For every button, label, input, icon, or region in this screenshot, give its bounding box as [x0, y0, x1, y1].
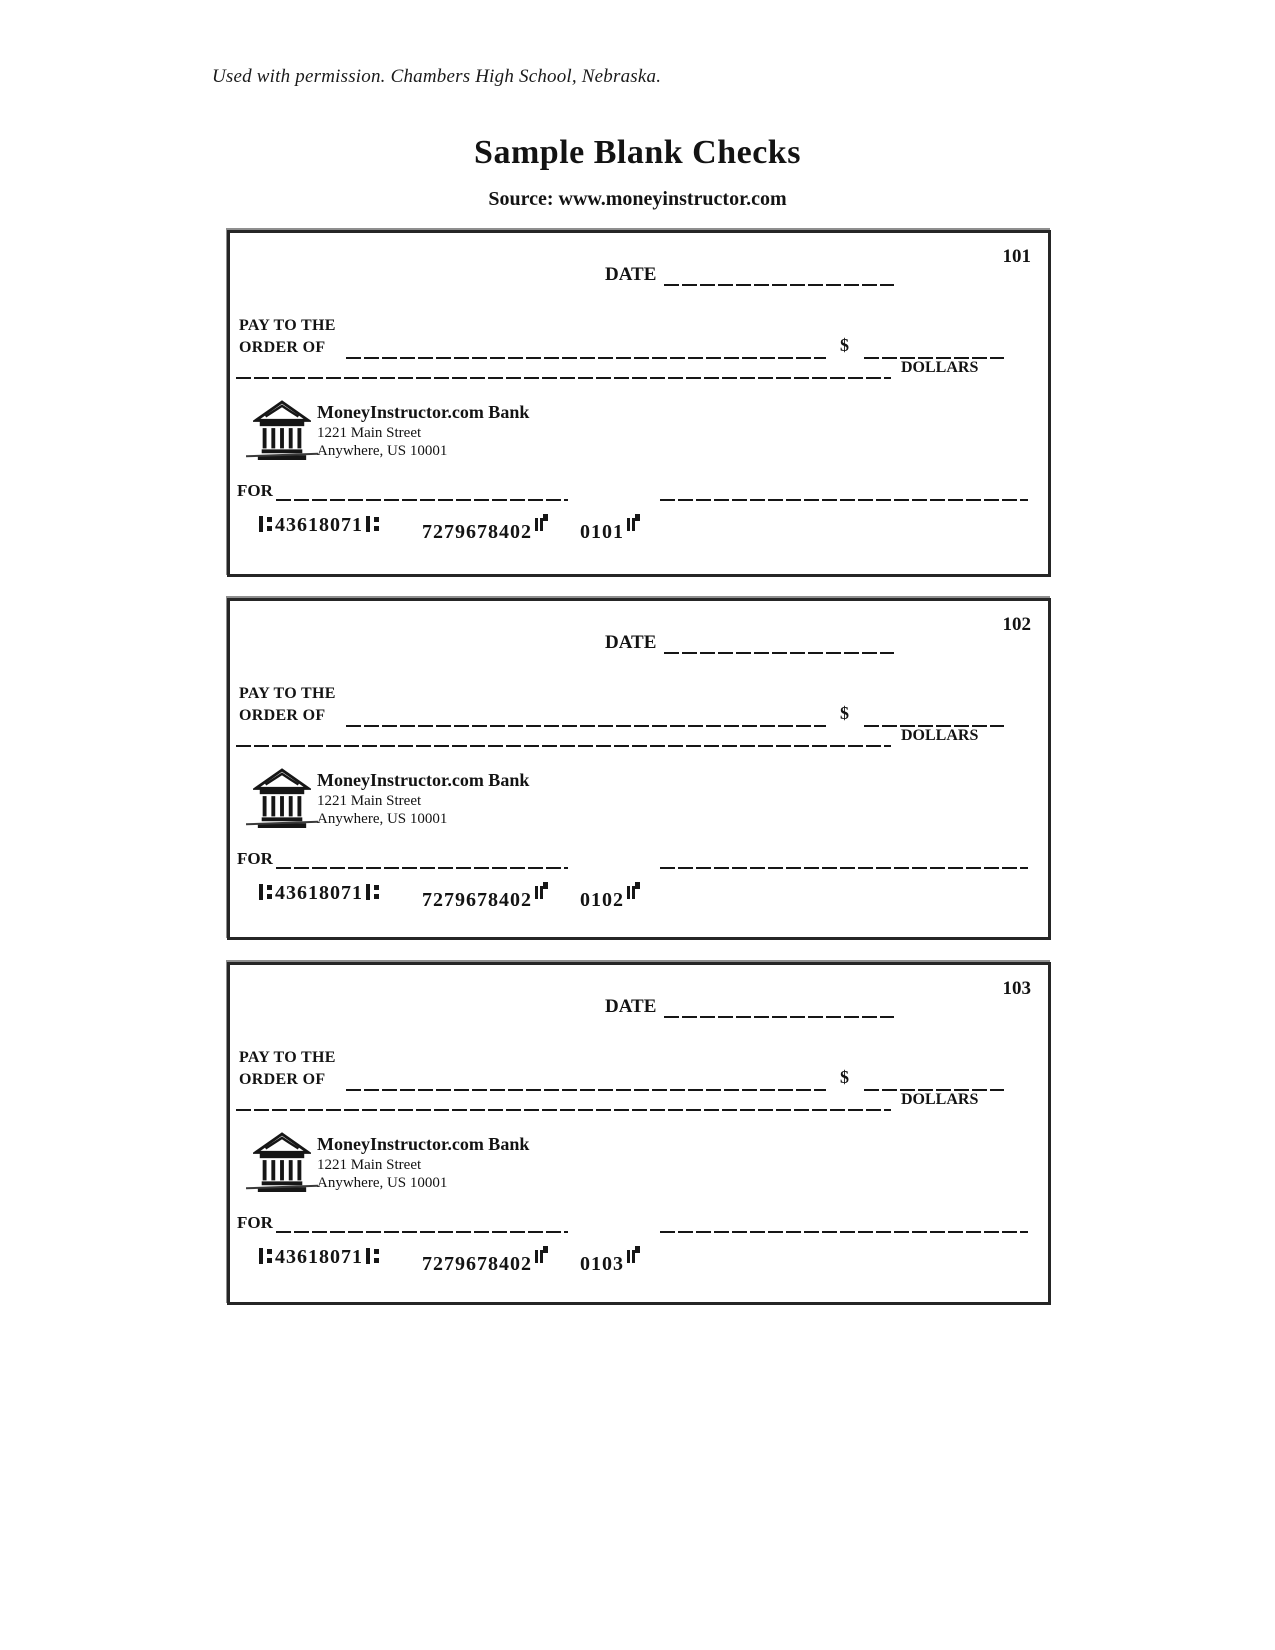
dollar-sign: $ — [840, 1067, 849, 1087]
memo-line — [276, 847, 568, 869]
bank-name: MoneyInstructor.com Bank — [317, 770, 530, 790]
order-of-label: ORDER OF — [239, 339, 326, 356]
date-label: DATE — [605, 264, 657, 285]
dollars-label: DOLLARS — [901, 1091, 979, 1108]
micr-serial-number: 0103 — [580, 1253, 624, 1275]
micr-routing-group — [256, 1246, 382, 1269]
dollar-sign: $ — [840, 335, 849, 355]
pay-to-the-label: PAY TO THE — [239, 685, 336, 702]
dollars-label: DOLLARS — [901, 359, 979, 376]
amount-line — [864, 337, 1004, 359]
micr-line — [230, 1246, 1048, 1275]
memo-line — [276, 479, 568, 501]
micr-routing-number: 43618071 — [275, 1246, 363, 1268]
date-line — [664, 996, 894, 1018]
bank-address-line1: 1221 Main Street — [317, 425, 422, 441]
micr-transit-icon — [259, 884, 272, 900]
date-label: DATE — [605, 996, 657, 1017]
pay-to-the-label: PAY TO THE — [239, 317, 336, 334]
bank-name: MoneyInstructor.com Bank — [317, 1134, 530, 1154]
date-label: DATE — [605, 632, 657, 653]
signature-line — [660, 847, 1028, 869]
date-line — [664, 632, 894, 654]
micr-account-number: 7279678402 — [422, 1253, 532, 1275]
check-101 — [227, 230, 1051, 577]
payee-line — [346, 1069, 826, 1091]
bank-name: MoneyInstructor.com Bank — [317, 402, 530, 422]
micr-transit-icon — [366, 884, 379, 900]
micr-routing-number: 43618071 — [275, 882, 363, 904]
amount-line — [864, 705, 1004, 727]
bank-address-line2: Anywhere, US 10001 — [317, 1175, 448, 1191]
amount-words-line — [236, 1089, 891, 1111]
check-102 — [227, 598, 1051, 940]
signature-line — [660, 479, 1028, 501]
amount-line — [864, 1069, 1004, 1091]
amount-words-line — [236, 725, 891, 747]
for-label: FOR — [237, 849, 273, 868]
micr-serial-group — [580, 514, 640, 544]
dollars-label: DOLLARS — [901, 727, 979, 744]
micr-onus-icon — [535, 1246, 548, 1263]
order-of-label: ORDER OF — [239, 707, 326, 724]
source-line: Source: www.moneyinstructor.com — [488, 188, 787, 210]
order-of-label: ORDER OF — [239, 1071, 326, 1088]
micr-serial-group — [580, 1246, 640, 1276]
dollar-sign: $ — [840, 703, 849, 723]
payee-line — [346, 705, 826, 727]
pay-to-the-label: PAY TO THE — [239, 1049, 336, 1066]
check-number: 103 — [1002, 978, 1031, 999]
bank-address-line2: Anywhere, US 10001 — [317, 443, 448, 459]
micr-onus-icon — [535, 514, 548, 531]
attribution-note: Used with permission. Chambers High School, Nebraska. — [212, 66, 662, 87]
micr-routing-group — [256, 882, 382, 905]
signature-line — [660, 1211, 1028, 1233]
micr-transit-icon — [366, 516, 379, 532]
micr-account-group — [422, 514, 548, 544]
for-label: FOR — [237, 1213, 273, 1232]
micr-routing-group — [256, 514, 382, 537]
for-label: FOR — [237, 481, 273, 500]
micr-account-group — [422, 882, 548, 912]
bank-address-line2: Anywhere, US 10001 — [317, 811, 448, 827]
micr-onus-icon — [535, 882, 548, 899]
micr-onus-icon — [627, 1246, 640, 1263]
amount-words-line — [236, 357, 891, 379]
micr-routing-number: 43618071 — [275, 514, 363, 536]
micr-serial-number: 0101 — [580, 521, 624, 543]
payee-line — [346, 337, 826, 359]
micr-transit-icon — [259, 1248, 272, 1264]
memo-line — [276, 1211, 568, 1233]
micr-line — [230, 514, 1048, 543]
micr-line — [230, 882, 1048, 911]
micr-serial-number: 0102 — [580, 889, 624, 911]
micr-transit-icon — [259, 516, 272, 532]
micr-transit-icon — [366, 1248, 379, 1264]
micr-onus-icon — [627, 882, 640, 899]
micr-account-number: 7279678402 — [422, 521, 532, 543]
micr-serial-group — [580, 882, 640, 912]
date-line — [664, 264, 894, 286]
bank-address-line1: 1221 Main Street — [317, 1157, 422, 1173]
check-number: 102 — [1002, 614, 1031, 635]
check-103 — [227, 962, 1051, 1305]
micr-account-group — [422, 1246, 548, 1276]
check-number: 101 — [1002, 246, 1031, 267]
micr-account-number: 7279678402 — [422, 889, 532, 911]
micr-onus-icon — [627, 514, 640, 531]
bank-address-line1: 1221 Main Street — [317, 793, 422, 809]
page-title: Sample Blank Checks — [474, 134, 801, 171]
